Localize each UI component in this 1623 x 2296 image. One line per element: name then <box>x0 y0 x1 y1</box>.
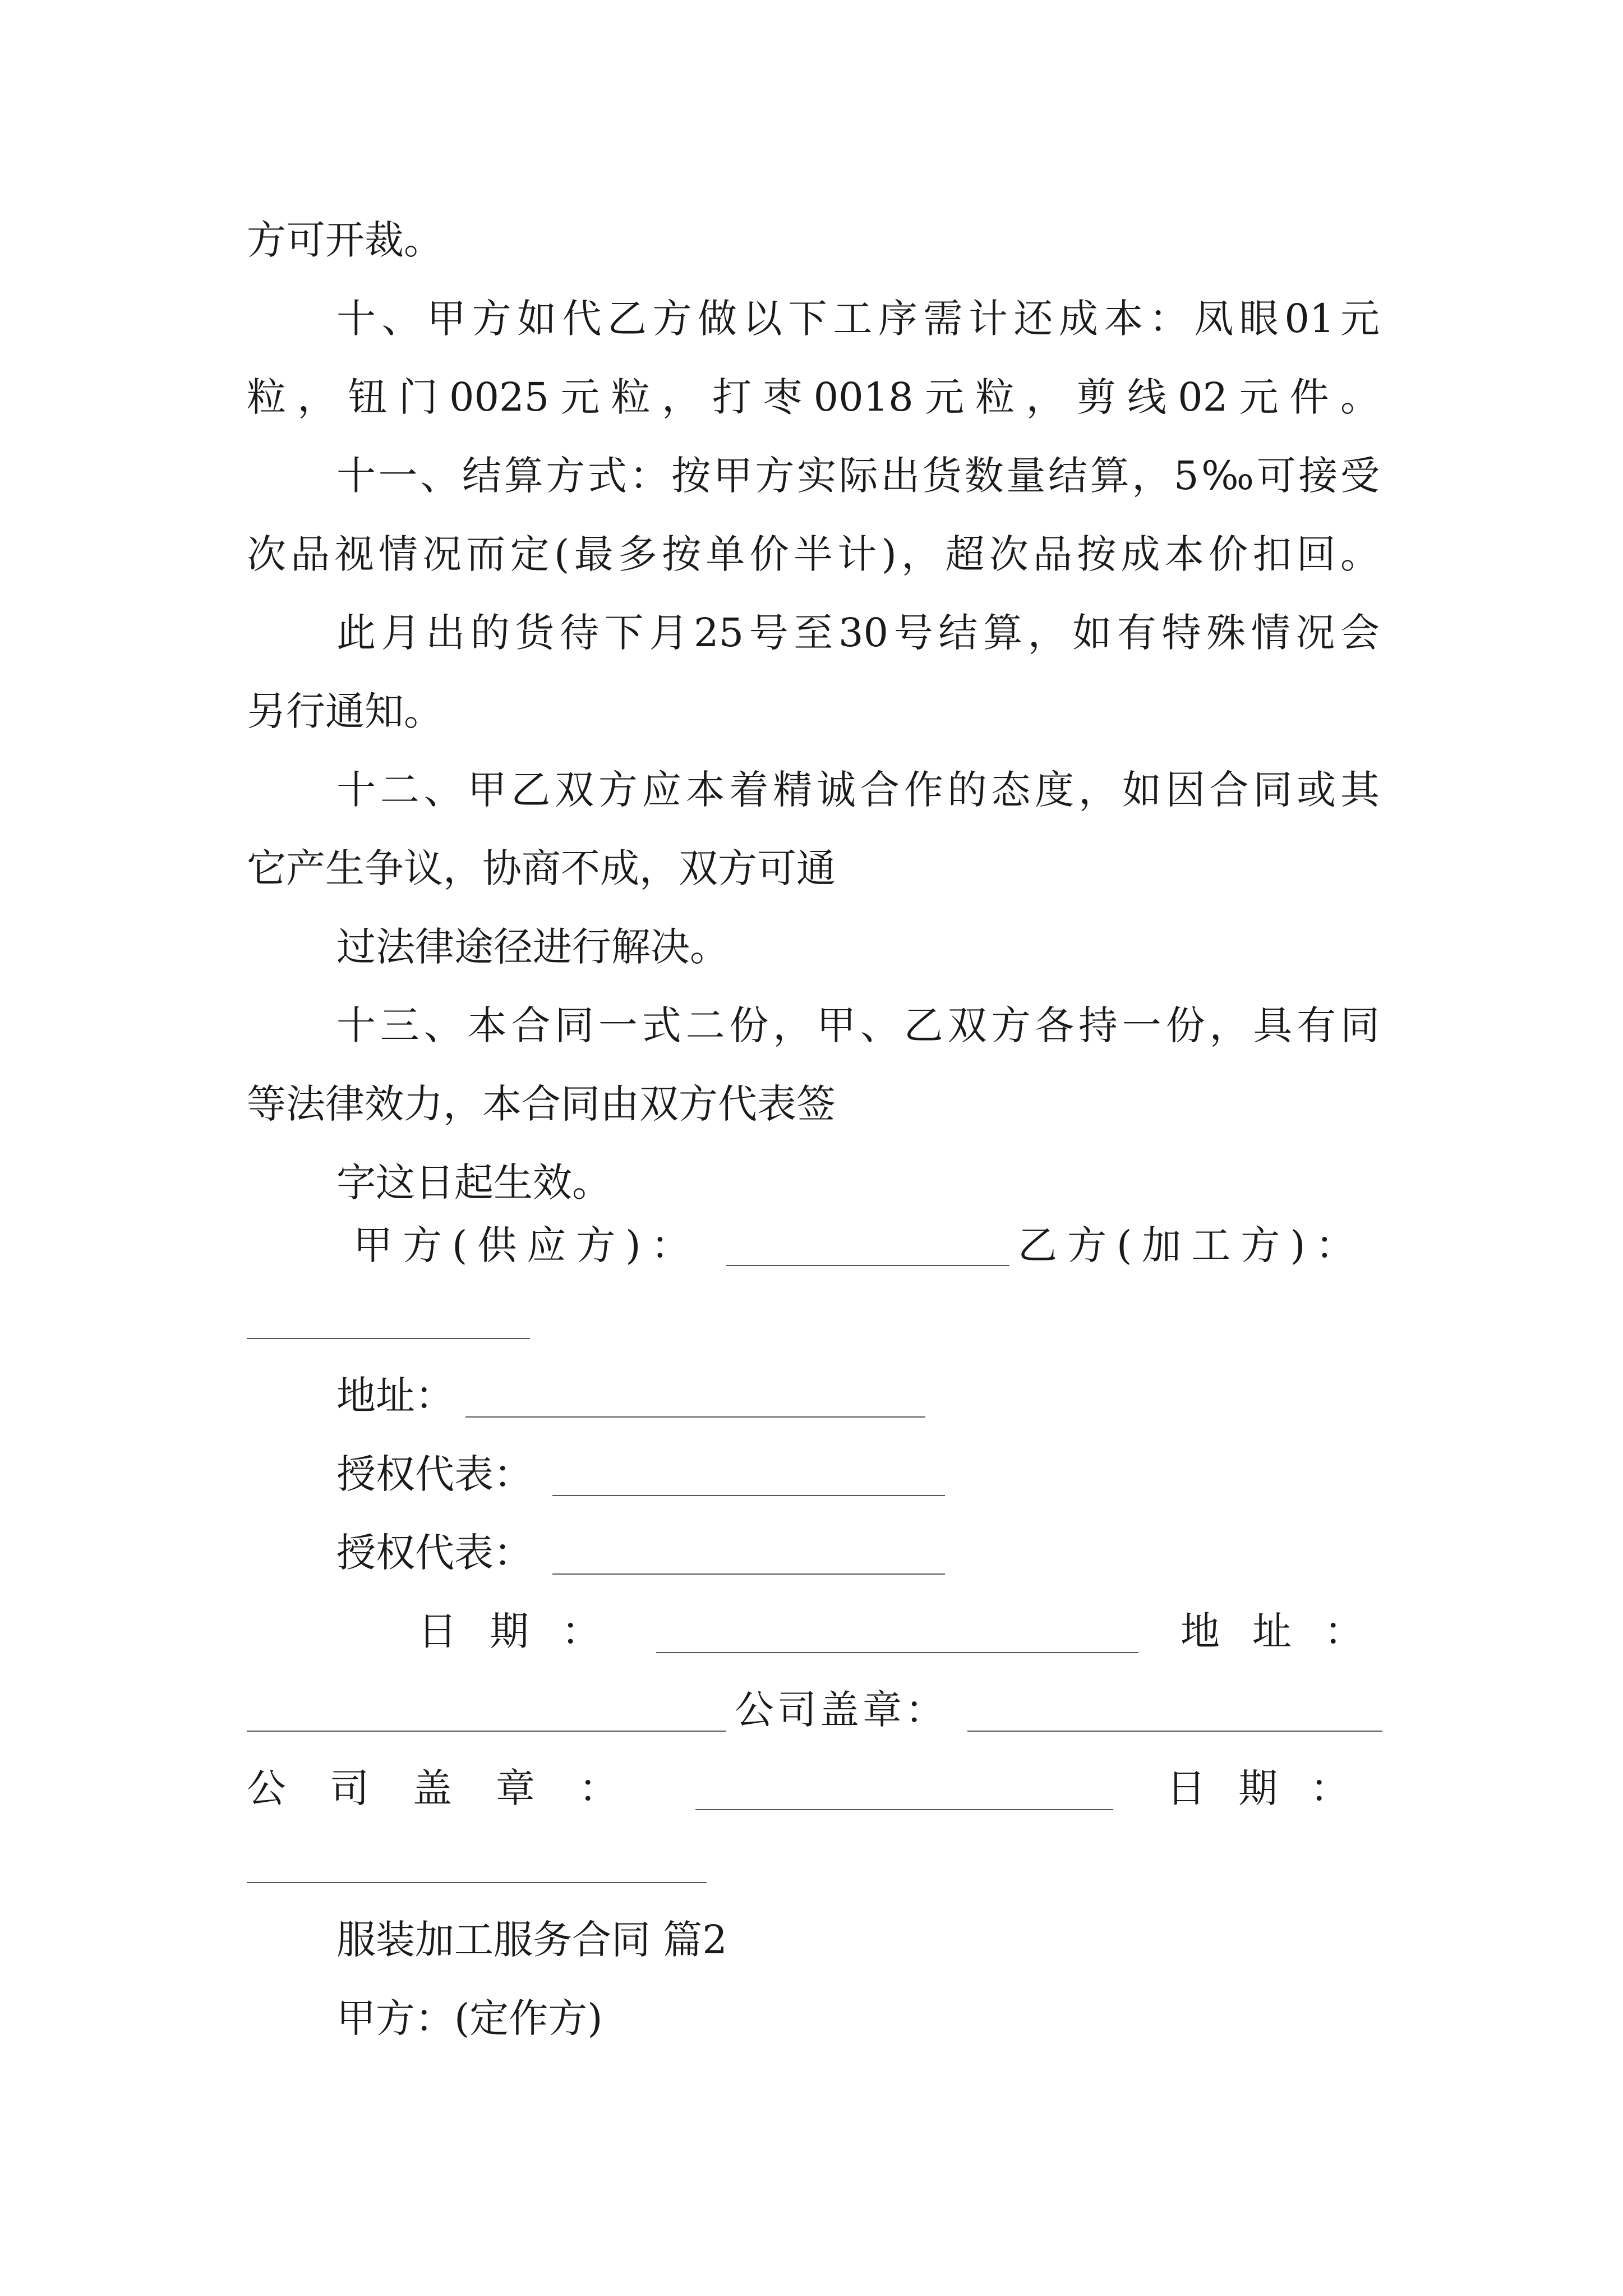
section-party-a: 甲方：(定作方) <box>336 1995 603 2041</box>
company-seal-blank[interactable] <box>967 1731 1382 1732</box>
party-b-label: 乙方(加工方)： <box>1018 1222 1365 1268</box>
text-line: 字这日起生效。 <box>336 1159 611 1205</box>
address-label: 地址： <box>336 1373 454 1419</box>
text-line: 等法律效力，本合同由双方代表签 <box>247 1081 836 1127</box>
auth-rep-label: 授权代表： <box>336 1530 533 1576</box>
text-line: 十一、结算方式：按甲方实际出货数量结算，5‰可接受 <box>336 453 1380 499</box>
date-label-2: 日期： <box>1166 1765 1382 1811</box>
text-line: 此月出的货待下月25号至30号结算，如有特殊情况会 <box>336 610 1380 656</box>
text-line: 另行通知。 <box>247 688 443 734</box>
auth-rep-label: 授权代表： <box>336 1451 533 1497</box>
text-line: 它产生争议，协商不成，双方可通 <box>247 845 836 891</box>
address-2-blank[interactable] <box>247 1731 726 1732</box>
date-blank[interactable] <box>656 1652 1138 1653</box>
text-line: 十二、甲乙双方应本着精诚合作的态度，如因合同或其 <box>336 767 1380 813</box>
party-a-label: 甲方(供应方)： <box>353 1222 700 1268</box>
company-seal-label: 公司盖章： <box>735 1687 948 1733</box>
text-line: 十、甲方如代乙方做以下工序需计还成本：凤眼01元 <box>336 296 1380 342</box>
auth-rep-blank[interactable] <box>552 1573 945 1575</box>
company-seal-2-blank[interactable] <box>695 1809 1113 1810</box>
party-b-blank[interactable] <box>247 1338 530 1339</box>
section-title: 服装加工服务合同 篇2 <box>336 1917 727 1963</box>
text-line: 十三、本合同一式二份，甲、乙双方各持一份，具有同 <box>336 1002 1380 1048</box>
address-blank[interactable] <box>465 1416 925 1418</box>
text-line: 次品视情况而定(最多按单价半计)，超次品按成本价扣回。 <box>247 531 1380 577</box>
auth-rep-blank[interactable] <box>552 1495 945 1496</box>
date-2-blank[interactable] <box>247 1882 707 1883</box>
address-label-2: 地址： <box>1181 1608 1396 1654</box>
party-a-blank[interactable] <box>726 1265 1009 1266</box>
date-label: 日期： <box>418 1608 633 1654</box>
text-line: 粒，钮门0025元粒，打枣0018元粒，剪线02元件。 <box>247 374 1380 420</box>
text-line: 过法律途径进行解决。 <box>336 924 729 970</box>
company-seal-label-2: 公司盖章： <box>247 1765 662 1811</box>
text-line: 方可开裁。 <box>247 217 443 263</box>
